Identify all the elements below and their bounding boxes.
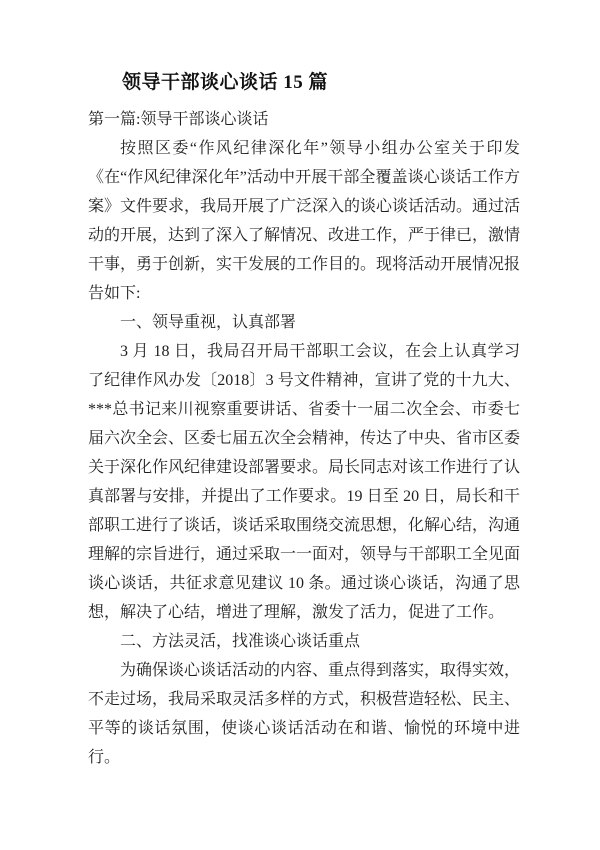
document-content [88,70,520,772]
body-paragraph-intro: 按照区委“作风纪律深化年”领导小组办公室关于印发《在“作风纪律深化年”活动中开展干部全覆盖谈心谈话工作方案》文件要求，我局开展了广泛深入的谈心谈话活动。通过活动的开展，达到了深入了解情况、改进工作，严于律已，激情干事，勇于创新，实干发展的工作目的。现将活动开展情况报告如下: [88,140,521,302]
body-paragraph-section-two: 为确保谈心谈话活动的内容、重点得到落实，取得实效，不走过场，我局采取灵活多样的方式，积极营造轻松、民主、平等的谈话氛围，使谈心谈话活动在和谐、愉悦的环境中进行。 [88,662,521,766]
section-heading-one: 一、领导重视，认真部署 [120,314,297,331]
document-title: 领导干部谈心谈话 15 篇 [122,72,329,93]
body-paragraph-section-one: 3 月 18 日，我局召开局干部职工会议，在会上认真学习了纪律作风办发〔2018〕3 号文件精神，宣讲了党的十九大、***总书记来川视察重要讲话、省委十一届二次全会、市委七届六次全会、区委七届五次全会精神，传达了中央、省市区委关于深化作风纪律建设部署要求。局长同志对该工作进行了认真部署与安排，并提出了工作要求。19 日至 20 日，局长和干部职工进行了谈话，谈话采取围绕交流思想，化解心结，沟通理解的宗旨进行，通过采取一一面对，领导与干部职工全见面谈心谈话，共征求意见建议 10 条。通过谈心谈话，沟通了思想，解决了心结，增进了理解，激发了活力，促进了工作。 [88,343,521,621]
article-subtitle: 第一篇:领导干部谈心谈话 [88,111,269,128]
section-heading-two: 二、方法灵活，找准谈心谈话重点 [120,633,361,650]
